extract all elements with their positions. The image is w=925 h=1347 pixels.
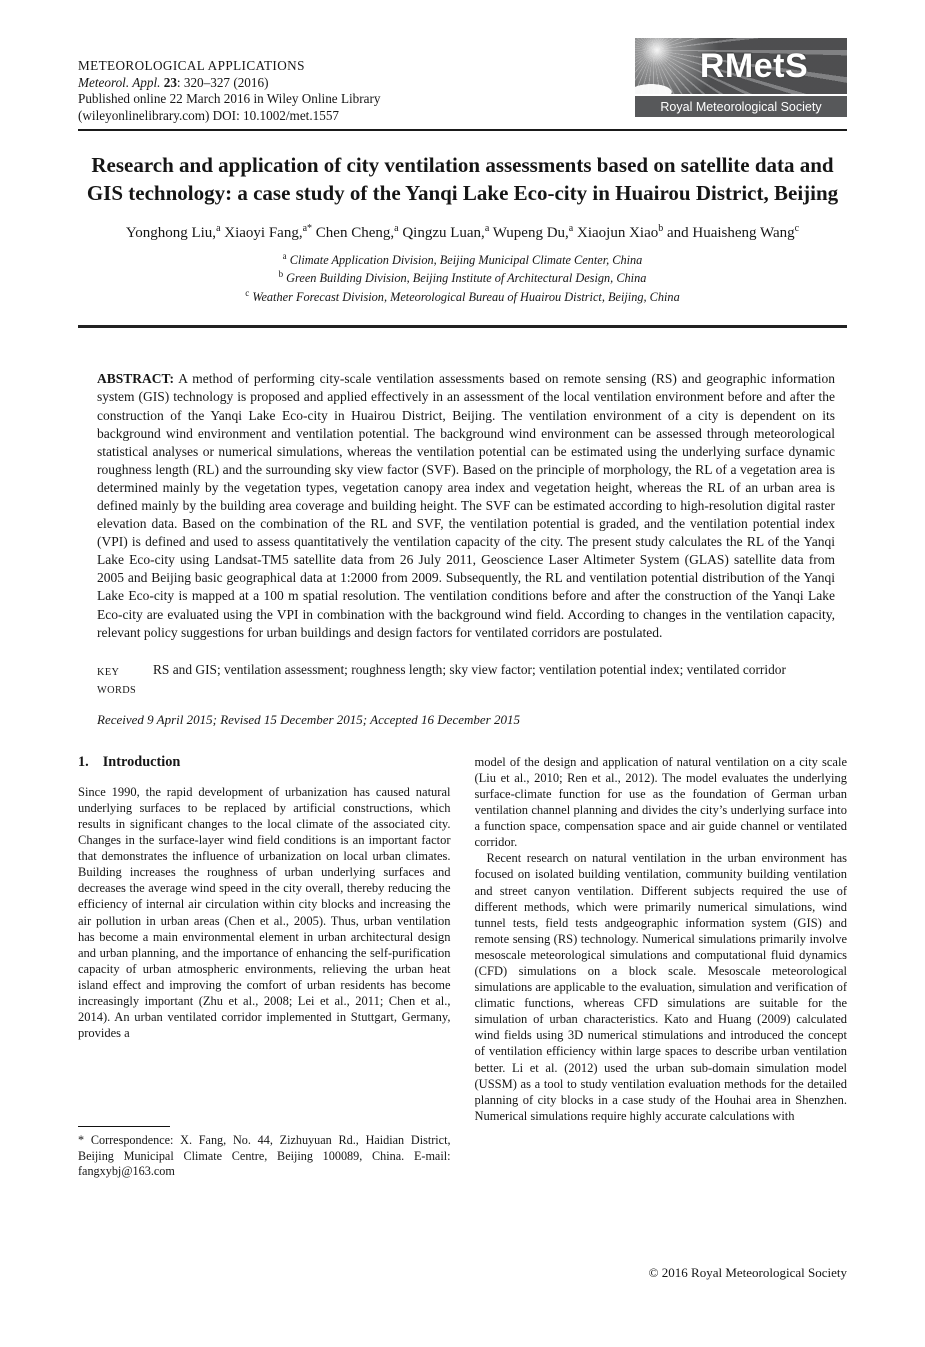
citation-pages: : 320–327 (2016) <box>176 74 269 90</box>
left-column <box>78 754 451 1180</box>
rmets-logo <box>635 38 847 117</box>
body-columns <box>78 754 847 1180</box>
author: Chen Cheng, <box>312 224 395 241</box>
paper-title: Research and application of city ventilation assessments based on satellite data and GIS technology: a case study of the Yanqi Lake Eco-city in Huairou District, Beijing <box>86 153 839 205</box>
header-divider <box>78 129 847 131</box>
author-list <box>78 223 847 242</box>
keywords-label: KEY WORDS <box>97 666 137 696</box>
keywords-block <box>97 661 835 700</box>
page <box>0 38 925 1180</box>
affiliation-mark: a <box>282 250 287 261</box>
right-column <box>475 754 848 1180</box>
abstract-block <box>78 370 847 727</box>
author: Yonghong Liu, <box>125 224 217 241</box>
author: Qingzu Luan, <box>398 224 485 241</box>
author-affil-mark: a <box>568 222 574 234</box>
author-affil-mark: a* <box>302 222 313 234</box>
section-heading-introduction <box>78 754 451 771</box>
citation-line <box>78 75 381 92</box>
rmets-logo-sunburst <box>635 38 847 94</box>
intro-paragraph-2: model of the design and application of natural ventilation on a city scale (Liu et al., 2010; Ren et al., 2012). The model evaluates the underlying surface-climate function for use as the foundation of German urban ventilation channel planning and divides the city’s underlying surface into a function space, compensation space and air guide channel or ventilated corridor. <box>474 754 847 850</box>
citation-volume: 23 <box>163 74 177 90</box>
affiliation <box>78 249 847 268</box>
journal-name: METEOROLOGICAL APPLICATIONS <box>78 58 305 73</box>
citation-journal: Meteorol. Appl. <box>78 74 164 90</box>
abstract-label: ABSTRACT: <box>97 371 175 387</box>
abstract-text: A method of performing city-scale ventilation assessments based on remote sensing (RS) and geographic information system (GIS) technology is proposed and applied effectively in an assessment of the local ventilation environment before and after the construction of the Yanqi Lake Eco-city in Huairou District, Beijing. The ventilation environment of a city is dependent on its background wind environment and ventilation potential. The background wind environment can be assessed through meteorological statistical analyses or numerical simulations, whereas the ventilation potential can be estimated using the underlying surface dynamic roughness length (RL) and the surrounding sky view factor (SVF). Based on the principle of morphology, the RL of a vegetation area is determined mainly by the vegetation types, vegetation canopy area index and vegetation height, whereas the RL of an urban area is defined mainly by the building area coverage and building height. The SVF can be estimated according to high-resolution digital raster elevation data. Based on the combination of the RL and SVF, the ventilation potential is graded, and the ventilation potential index (VPI) is defined and used to assess quantitatively the ventilation capacity of the city. The present study calculates the RL of the Yanqi Lake Eco-city using Landsat-TM5 satellite data from 26 July 2011, Geoscience Laser Altimeter System (GLAS) satellite data from 2005 and Beijing basic geographical data at 1:2000 from 2009. Subsequently, the RL and ventilation potential distribution of the Yanqi Lake Eco-city is mapped at a 100 m spatial resolution. The ventilation conditions before and after the construction of the Yanqi Lake Eco-city are evaluated using the VPI in combination with the background wind field. According to changes in the ventilation capacity, relevant policy suggestions for urban buildings and design factors for ventilated corridors are postulated. <box>97 371 835 640</box>
author: and Huaisheng Wang <box>663 224 795 241</box>
correspondence-footnote <box>78 1126 451 1180</box>
affiliation-text: Weather Forecast Division, Meteorological Bureau of Huairou District, Beijing, China <box>249 289 680 304</box>
affiliation <box>78 286 847 305</box>
journal-header <box>78 38 847 124</box>
author: Wupeng Du, <box>489 224 569 241</box>
intro-paragraph-1: Since 1990, the rapid development of urbanization has caused natural underlying surfaces to be replaced by artificial constructions, which results in significant changes to the local climate of the associated city. Changes in the surface-layer wind field conditions is an important factor that demonstrates the influence of urbanization on local urban climates. Building increases the roughness of urban underlying surfaces and decreases the average wind speed in the city overall, thereby reducing the efficiency of internal air circulation within city blocks and increasing the air pollution in urban areas (Chen et al., 2005). Thus, urban ventilation has become a main environmental element in urban architectural design and urban planning, and the importance of enhancing the self-purification capacity of urban atmospheric environments, relieving the urban heat island effect and improving the comfort of urban residents has become increasingly important (Zhu et al., 2008; Lei et al., 2011; Chen et al., 2014). An urban ventilated corridor implemented in Stuttgart, Germany, provides a <box>78 784 451 1041</box>
author-affil-mark: a <box>216 222 221 234</box>
section-number: 1. <box>78 753 89 770</box>
doi-line: (wileyonlinelibrary.com) DOI: 10.1002/met.1557 <box>78 107 340 123</box>
affiliation <box>78 267 847 286</box>
affiliation-text: Climate Application Division, Beijing Municipal Climate Center, China <box>286 252 643 267</box>
author: Xiaoyi Fang, <box>220 224 303 241</box>
author-affil-mark: a <box>394 222 399 234</box>
rmets-logo-acronym: RMetS <box>699 46 809 85</box>
author-affil-mark: c <box>794 222 800 234</box>
affiliation-list <box>78 249 847 305</box>
journal-info <box>78 58 381 124</box>
affiliation-text: Green Building Division, Beijing Institute of Architectural Design, China <box>283 271 647 286</box>
published-line: Published online 22 March 2016 in Wiley Online Library <box>78 91 381 106</box>
section-title: Introduction <box>102 753 181 770</box>
keywords-text: RS and GIS; ventilation assessment; roughness length; sky view factor; ventilation potential index; ventilated corridor <box>153 661 786 677</box>
author-affil-mark: a <box>484 222 490 234</box>
received-line: Received 9 April 2015; Revised 15 December 2015; Accepted 16 December 2015 <box>97 711 520 727</box>
affiliation-mark: b <box>278 269 284 280</box>
footnote-divider <box>78 1126 170 1127</box>
intro-paragraph-3: Recent research on natural ventilation in the urban environment has focused on isolated building ventilation, community building ventilation and street canyon ventilation. Different subjects required the use of different methods, which were primarily numerical simulations, wind tunnel tests, field tests andgeographic information system (GIS) and remote sensing (RS) technology. Numerical simulations primarily involve mesoscale meteorological simulations and computational fluid dynamics (CFD) simulations on a block scale. Mesoscale meteorological simulations are applicable to the evaluation, simulation and verification of climatic functions, whereas CFD simulations are suitable for the simulation of urban characteristics. Kato and Huang (2009) calculated wind fields using 3D numerical stimulations and introduced the concept of ventilation efficiency within large spaces to describe urban ventilation better. Li et al. (2012) used the urban sub-domain simulation model (USSM) as a tool to study ventilation evaluation methods for the detailed planning of city blocks in a case study of the Houhai area in Shenzhen. Numerical simulations require highly accurate calculations with <box>474 851 847 1123</box>
author: Xiaojun Xiao <box>573 224 659 241</box>
copyright-notice: © 2016 Royal Meteorological Society <box>648 1265 847 1280</box>
abstract-paragraph <box>97 370 835 641</box>
rmets-logo-society-name: Royal Meteorological Society <box>635 96 847 117</box>
title-divider <box>78 325 847 328</box>
affiliation-mark: c <box>245 287 250 298</box>
correspondence-text: * Correspondence: X. Fang, No. 44, Zizhuyuan Rd., Haidian District, Beijing Municipal Climate Centre, Beijing 100089, China. E-mail: fangxybj@163.com <box>78 1132 451 1179</box>
author-affil-mark: b <box>658 222 664 234</box>
